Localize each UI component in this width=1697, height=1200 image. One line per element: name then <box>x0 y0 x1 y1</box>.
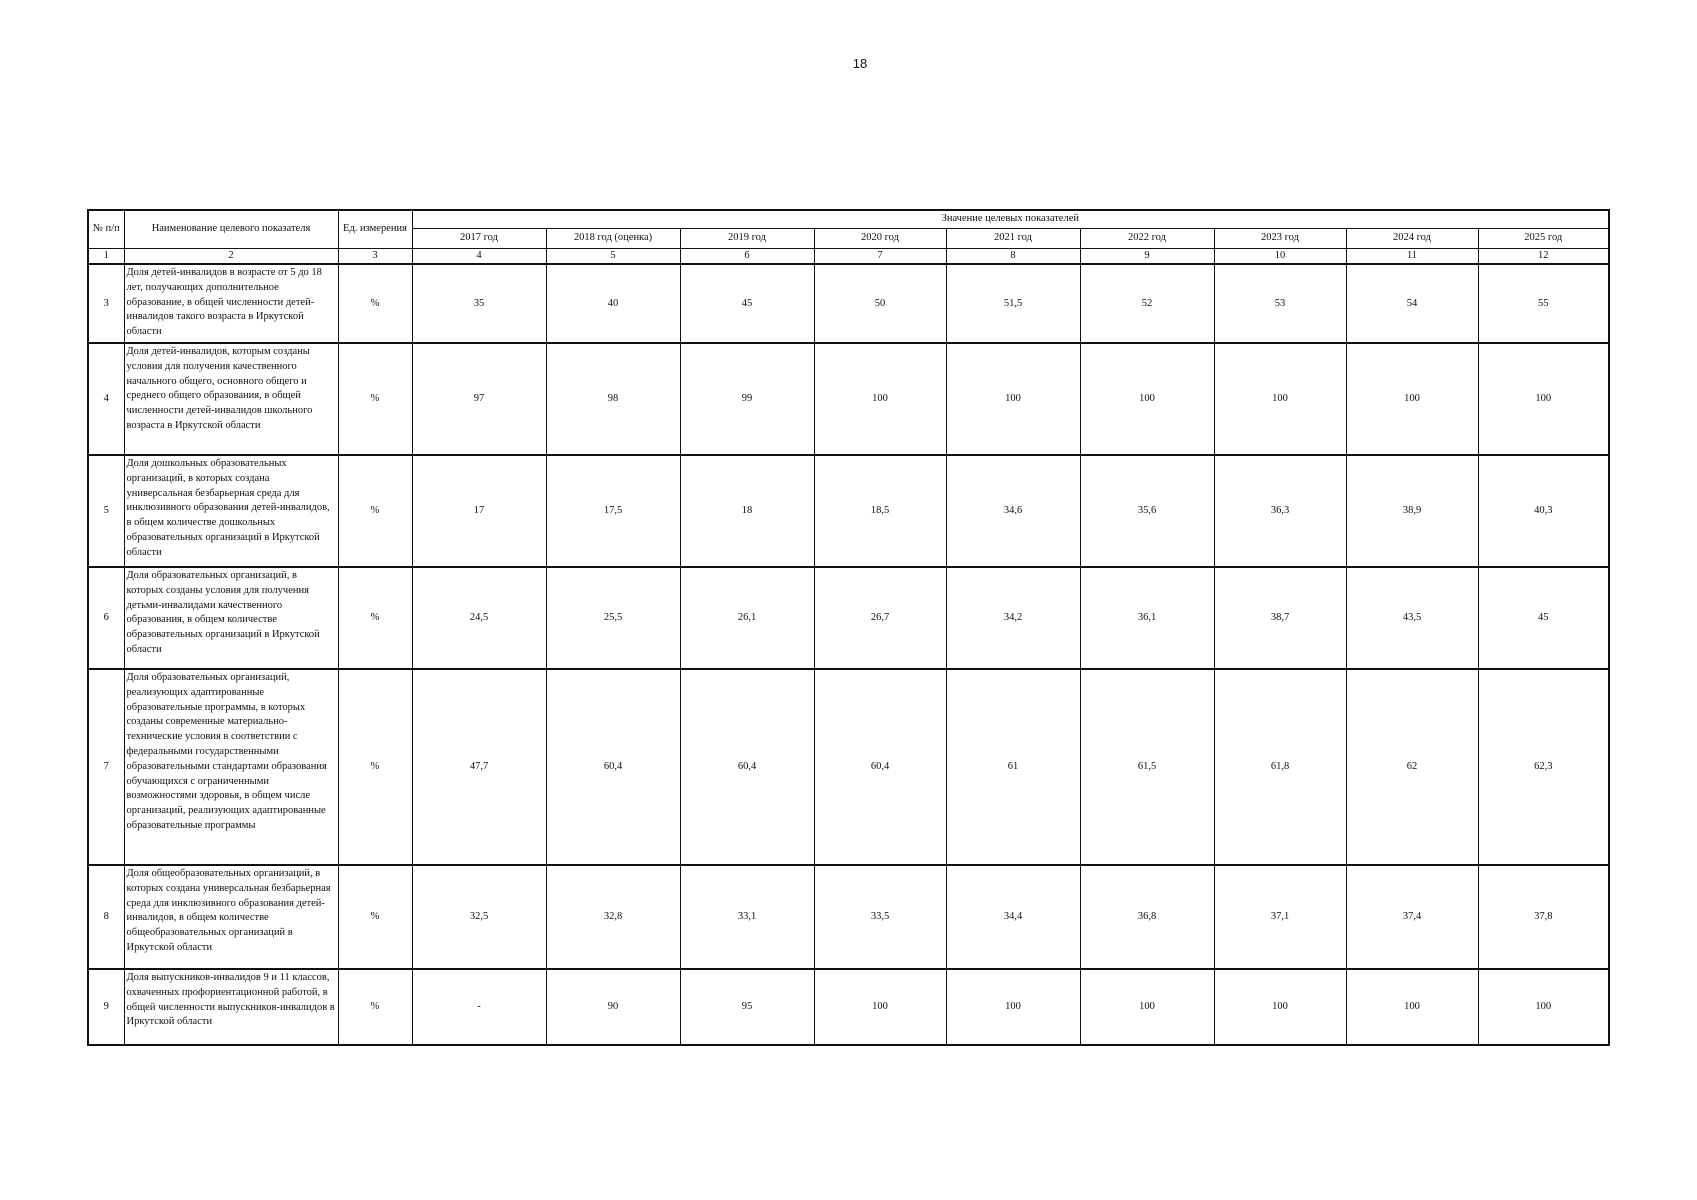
row-value: 52 <box>1080 264 1214 343</box>
row-value: 32,5 <box>412 865 546 969</box>
header-num: № п/п <box>88 210 124 248</box>
row-unit: % <box>338 455 412 567</box>
table-row <box>88 865 1609 969</box>
row-unit: % <box>338 969 412 1045</box>
row-num: 6 <box>88 567 124 669</box>
row-value: 34,6 <box>946 455 1080 567</box>
row-unit: % <box>338 343 412 455</box>
header-unit: Ед. измерения <box>338 210 412 248</box>
header-year: 2023 год <box>1214 228 1346 248</box>
column-number: 9 <box>1080 248 1214 264</box>
column-number: 11 <box>1346 248 1478 264</box>
row-value: 18,5 <box>814 455 946 567</box>
row-value: 37,1 <box>1214 865 1346 969</box>
row-value: 34,2 <box>946 567 1080 669</box>
row-value: 61 <box>946 669 1080 865</box>
header-year: 2017 год <box>412 228 546 248</box>
row-value: 100 <box>1478 343 1609 455</box>
row-value: 26,1 <box>680 567 814 669</box>
row-value: 62 <box>1346 669 1478 865</box>
row-value: 100 <box>946 969 1080 1045</box>
header-year: 2019 год <box>680 228 814 248</box>
row-value: 100 <box>1346 343 1478 455</box>
column-number: 8 <box>946 248 1080 264</box>
row-value: 62,3 <box>1478 669 1609 865</box>
table-row <box>88 567 1609 669</box>
row-value: 61,5 <box>1080 669 1214 865</box>
row-value: 37,8 <box>1478 865 1609 969</box>
table-row <box>88 264 1609 343</box>
row-value: 17,5 <box>546 455 680 567</box>
column-number: 7 <box>814 248 946 264</box>
row-indicator-name: Доля дошкольных образовательных организаций, в которых создана универсальная безбарьерная среда для инклюзивного образования детей-инвалидов, в общем количестве дошкольных образовательных организаций в Иркутской области <box>124 455 338 567</box>
row-value: 33,1 <box>680 865 814 969</box>
row-value: 45 <box>1478 567 1609 669</box>
row-value: 100 <box>946 343 1080 455</box>
row-indicator-name: Доля детей-инвалидов в возрасте от 5 до 18 лет, получающих дополнительное образование, в общей численности детей-инвалидов такого возраста в Иркутской области <box>124 264 338 343</box>
column-number: 12 <box>1478 248 1609 264</box>
row-value: 34,4 <box>946 865 1080 969</box>
row-value: 97 <box>412 343 546 455</box>
header-year: 2022 год <box>1080 228 1214 248</box>
column-number: 4 <box>412 248 546 264</box>
row-indicator-name: Доля выпускников-инвалидов 9 и 11 классов, охваченных профориентационной работой, в общей численности выпускников-инвалидов в Иркутской области <box>124 969 338 1045</box>
row-value: 100 <box>1080 343 1214 455</box>
row-indicator-name: Доля образовательных организаций, в которых созданы условия для получения детьми-инвалидами качественного образования, в общем количестве образовательных организаций в Иркутской области <box>124 567 338 669</box>
row-value: 95 <box>680 969 814 1045</box>
column-number: 2 <box>124 248 338 264</box>
row-value: 100 <box>1346 969 1478 1045</box>
row-value: 90 <box>546 969 680 1045</box>
row-value: 53 <box>1214 264 1346 343</box>
row-value: 100 <box>1214 969 1346 1045</box>
row-unit: % <box>338 669 412 865</box>
row-unit: % <box>338 264 412 343</box>
row-value: 36,1 <box>1080 567 1214 669</box>
row-num: 3 <box>88 264 124 343</box>
column-number: 6 <box>680 248 814 264</box>
row-value: 100 <box>814 343 946 455</box>
row-value: 26,7 <box>814 567 946 669</box>
header-name: Наименование целевого показателя <box>124 210 338 248</box>
header-year: 2024 год <box>1346 228 1478 248</box>
row-value: 100 <box>1080 969 1214 1045</box>
row-value: 50 <box>814 264 946 343</box>
row-unit: % <box>338 567 412 669</box>
row-value: 51,5 <box>946 264 1080 343</box>
row-value: 40,3 <box>1478 455 1609 567</box>
row-value: 17 <box>412 455 546 567</box>
row-value: 98 <box>546 343 680 455</box>
row-indicator-name: Доля образовательных организаций, реализующих адаптированные образовательные программы, в которых созданы современные материально-технические условия в соответствии с федеральными государственными образовательными стандартами образования обучающихся с ограниченными возможностями здоровья, в общем числе организаций, реализующих адаптированные образовательные программы <box>124 669 338 865</box>
row-value: 33,5 <box>814 865 946 969</box>
row-value: 100 <box>1478 969 1609 1045</box>
row-value: 60,4 <box>814 669 946 865</box>
row-value: 36,8 <box>1080 865 1214 969</box>
table-row <box>88 969 1609 1045</box>
page-number: 18 <box>852 56 868 71</box>
header-year: 2021 год <box>946 228 1080 248</box>
column-number: 1 <box>88 248 124 264</box>
table-row <box>88 669 1609 865</box>
row-value: 32,8 <box>546 865 680 969</box>
row-value: 100 <box>814 969 946 1045</box>
row-value: 40 <box>546 264 680 343</box>
row-value: 60,4 <box>680 669 814 865</box>
table-row <box>88 343 1609 455</box>
row-num: 9 <box>88 969 124 1045</box>
row-value: 99 <box>680 343 814 455</box>
row-value: 18 <box>680 455 814 567</box>
row-num: 8 <box>88 865 124 969</box>
row-indicator-name: Доля общеобразовательных организаций, в которых создана универсальная безбарьерная среда для инклюзивного образования детей-инвалидов, в общем количестве общеобразовательных организаций в Иркутской области <box>124 865 338 969</box>
header-year: 2020 год <box>814 228 946 248</box>
row-value: 38,7 <box>1214 567 1346 669</box>
row-value: 61,8 <box>1214 669 1346 865</box>
table-row <box>88 455 1609 567</box>
column-number: 10 <box>1214 248 1346 264</box>
row-num: 4 <box>88 343 124 455</box>
row-value: 35 <box>412 264 546 343</box>
row-value: 55 <box>1478 264 1609 343</box>
header-year: 2018 год (оценка) <box>546 228 680 248</box>
row-unit: % <box>338 865 412 969</box>
header-values-group: Значение целевых показателей <box>412 210 1609 228</box>
row-value: 25,5 <box>546 567 680 669</box>
column-number: 5 <box>546 248 680 264</box>
row-value: 36,3 <box>1214 455 1346 567</box>
row-value: 100 <box>1214 343 1346 455</box>
row-num: 7 <box>88 669 124 865</box>
row-value: 24,5 <box>412 567 546 669</box>
row-value: 54 <box>1346 264 1478 343</box>
row-indicator-name: Доля детей-инвалидов, которым созданы условия для получения качественного начального общего, основного общего и среднего общего образования, в общей численности детей-инвалидов школьного возраста в Иркутской области <box>124 343 338 455</box>
row-value: 45 <box>680 264 814 343</box>
row-value: - <box>412 969 546 1045</box>
row-value: 43,5 <box>1346 567 1478 669</box>
row-num: 5 <box>88 455 124 567</box>
row-value: 37,4 <box>1346 865 1478 969</box>
row-value: 38,9 <box>1346 455 1478 567</box>
target-indicators-table <box>87 209 1610 1046</box>
row-value: 60,4 <box>546 669 680 865</box>
row-value: 47,7 <box>412 669 546 865</box>
column-number: 3 <box>338 248 412 264</box>
row-value: 35,6 <box>1080 455 1214 567</box>
header-year: 2025 год <box>1478 228 1609 248</box>
